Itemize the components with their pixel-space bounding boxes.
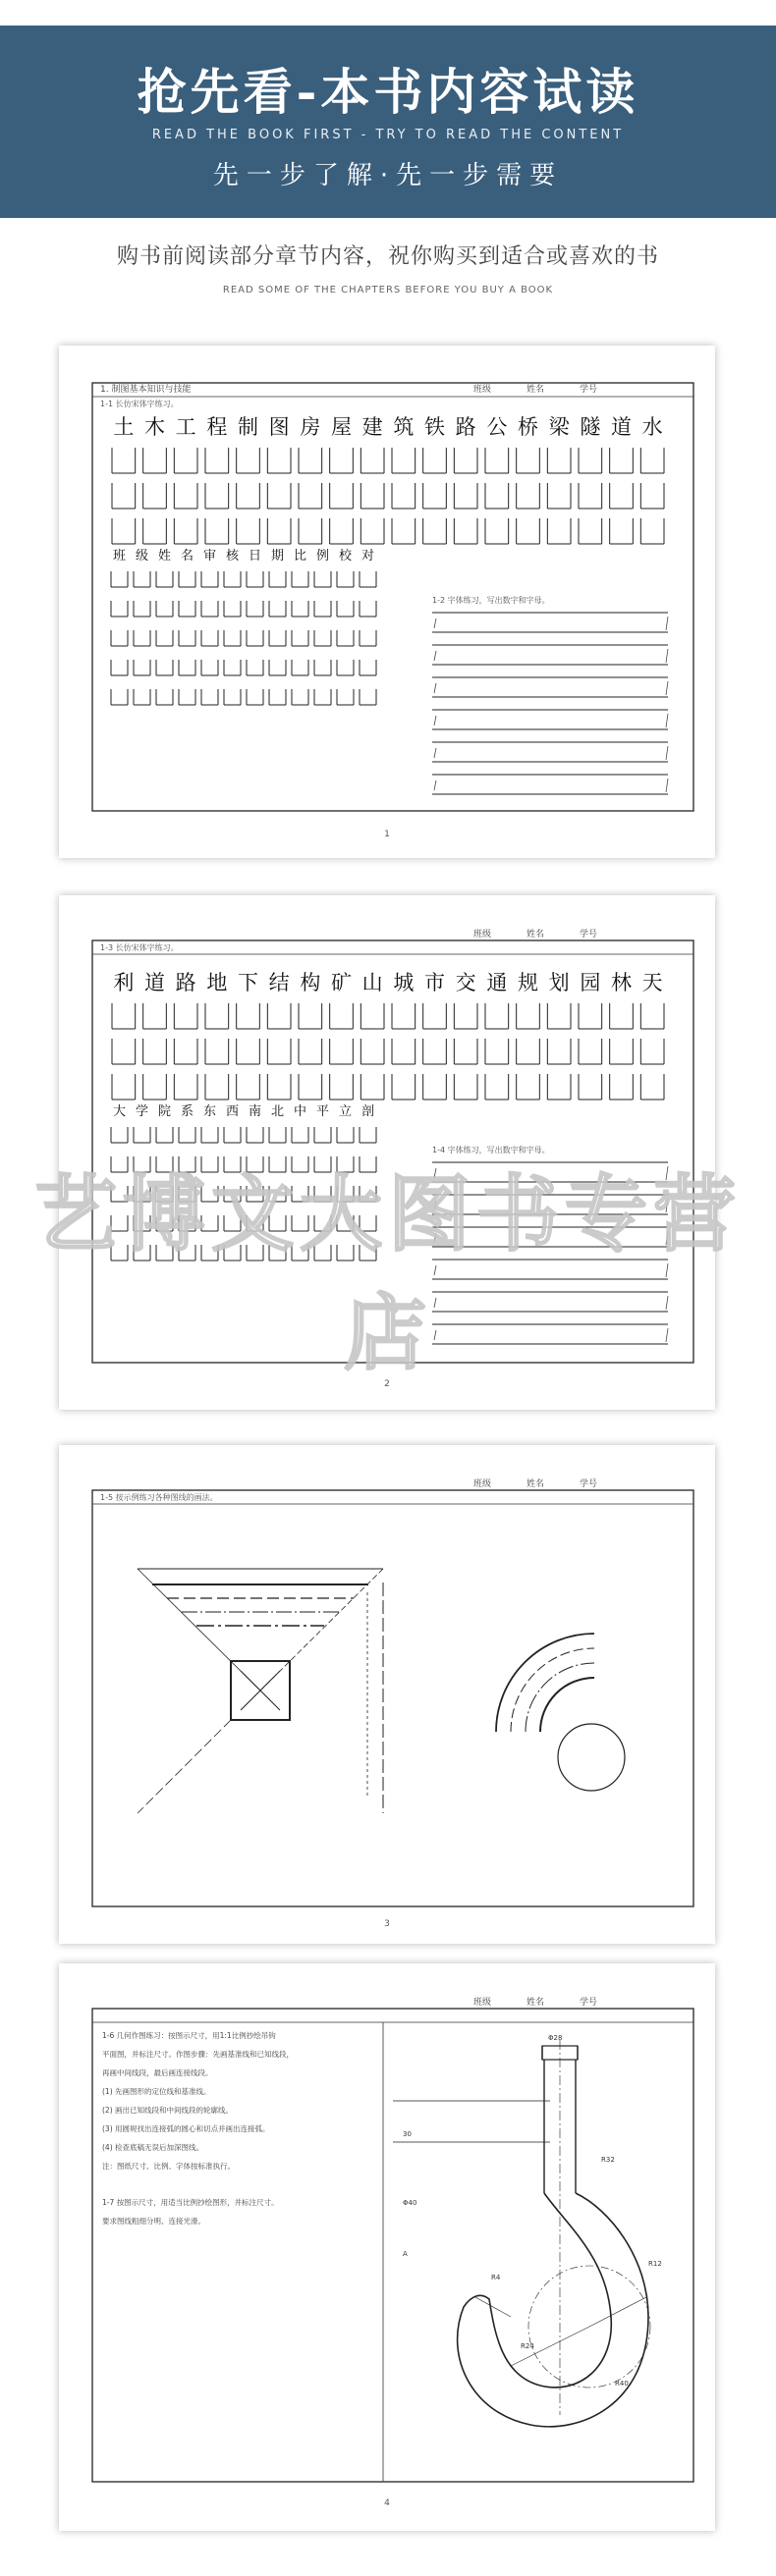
character-glyph-small: 姓 bbox=[157, 549, 172, 564]
character-glyph-small: 南 bbox=[248, 1104, 262, 1119]
character-glyph-small: 平 bbox=[315, 1104, 330, 1119]
page-2-practice-grid bbox=[112, 1003, 664, 1100]
character-glyph: 路 bbox=[455, 415, 476, 439]
page-1-field-class: 班级 bbox=[473, 385, 492, 395]
page-3-number: 3 bbox=[384, 1919, 390, 1929]
slant-guide bbox=[666, 1199, 668, 1212]
slant-guide bbox=[434, 618, 436, 628]
page-3-caption: 1-5 按示例练习各种图线的画法。 bbox=[100, 1493, 218, 1502]
dimension-label: R40 bbox=[615, 2380, 629, 2388]
page-4-field-class: 班级 bbox=[473, 1998, 492, 2008]
character-glyph-small: 剖 bbox=[360, 1104, 375, 1119]
character-glyph: 下 bbox=[238, 971, 258, 994]
page-1-number: 1 bbox=[384, 830, 390, 839]
character-glyph: 建 bbox=[361, 415, 383, 439]
page-2-field-class: 班级 bbox=[473, 930, 492, 939]
page-2-caption: 1-3 长仿宋体字练习。 bbox=[100, 943, 179, 952]
slant-guide bbox=[666, 1166, 668, 1180]
dimension-label: A bbox=[403, 2250, 408, 2258]
page-3-drawing bbox=[59, 1445, 715, 1944]
instruction-line: (3) 用圆规找出连接弧的圆心和切点并画出连接弧。 bbox=[102, 2124, 270, 2133]
character-glyph: 梁 bbox=[548, 415, 570, 439]
character-glyph: 城 bbox=[393, 971, 415, 994]
slant-guide bbox=[434, 1330, 436, 1340]
header-banner bbox=[0, 26, 776, 218]
character-glyph: 工 bbox=[175, 415, 196, 439]
page-3-field-id: 学号 bbox=[580, 1479, 598, 1489]
character-glyph: 土 bbox=[113, 415, 135, 439]
page-3-field-class: 班级 bbox=[473, 1479, 492, 1489]
page-2-writing-lines bbox=[432, 1162, 668, 1344]
banner-subtitle: READ THE BOOK FIRST - TRY TO READ THE CONTENT bbox=[151, 128, 625, 142]
page-1-drawing bbox=[59, 346, 715, 858]
dimension-label: Φ28 bbox=[548, 2034, 563, 2042]
character-glyph-small: 学 bbox=[135, 1104, 149, 1119]
character-glyph-small: 名 bbox=[180, 549, 194, 564]
character-glyph: 桥 bbox=[518, 415, 538, 439]
character-glyph: 市 bbox=[424, 971, 445, 994]
page-1-caption: 1-1 长仿宋体字练习。 bbox=[100, 400, 179, 408]
sample-page-3 bbox=[59, 1445, 715, 1944]
slant-guide bbox=[434, 683, 436, 693]
page-3-field-name: 姓名 bbox=[527, 1479, 545, 1489]
character-glyph-small: 对 bbox=[360, 549, 375, 564]
character-glyph-small: 系 bbox=[180, 1104, 194, 1119]
character-glyph-small: 例 bbox=[315, 549, 330, 564]
instruction-line: (2) 画出已知线段和中间线段的轮廓线。 bbox=[102, 2106, 234, 2115]
dimension-label: R24 bbox=[521, 2342, 534, 2350]
slant-guide bbox=[434, 716, 436, 725]
instruction-line: 要求图线粗细分明、连接光滑。 bbox=[102, 2217, 205, 2226]
character-glyph: 交 bbox=[455, 971, 476, 994]
slant-guide bbox=[666, 746, 668, 760]
page-2-field-id: 学号 bbox=[580, 930, 598, 939]
character-glyph-small: 西 bbox=[225, 1104, 240, 1119]
page-4-number: 4 bbox=[384, 2498, 390, 2508]
slant-guide bbox=[666, 681, 668, 695]
slant-guide bbox=[434, 780, 436, 790]
page-2-big-chars bbox=[113, 971, 662, 994]
character-glyph: 道 bbox=[144, 971, 165, 994]
character-glyph: 园 bbox=[580, 971, 601, 994]
character-glyph: 水 bbox=[641, 415, 663, 439]
crane-hook-drawing bbox=[393, 2040, 650, 2427]
page-1-chapter: 1. 制图基本知识与技能 bbox=[100, 385, 192, 395]
character-glyph: 图 bbox=[268, 415, 290, 439]
character-glyph: 房 bbox=[300, 415, 321, 439]
shop-watermark: 艺博文大图书专营店 bbox=[33, 1165, 742, 1381]
character-glyph-small: 北 bbox=[270, 1104, 285, 1119]
slant-guide bbox=[434, 748, 436, 758]
dimension-label: R4 bbox=[491, 2274, 501, 2281]
slant-guide bbox=[434, 1168, 436, 1178]
character-glyph: 结 bbox=[268, 971, 290, 994]
slant-guide bbox=[434, 1298, 436, 1308]
page-1-big-chars bbox=[113, 415, 662, 439]
character-glyph-small: 审 bbox=[202, 549, 217, 564]
character-glyph: 屋 bbox=[331, 415, 352, 439]
line-type-exercise bbox=[138, 1569, 625, 1813]
intro-text-english: READ SOME OF THE CHAPTERS BEFORE YOU BUY A BOOK bbox=[222, 285, 554, 295]
page-4-drawing bbox=[59, 1963, 715, 2531]
character-glyph-small: 院 bbox=[157, 1104, 172, 1119]
page-2-number: 2 bbox=[384, 1379, 390, 1389]
character-glyph-small: 比 bbox=[293, 549, 307, 564]
character-glyph-small: 期 bbox=[270, 549, 285, 564]
page-1-practice-grid-small bbox=[111, 548, 376, 705]
character-glyph-small: 班 bbox=[112, 549, 127, 564]
character-glyph-small: 日 bbox=[248, 549, 262, 564]
character-glyph: 木 bbox=[144, 415, 165, 439]
character-glyph-small: 校 bbox=[338, 549, 353, 564]
page-1-field-id: 学号 bbox=[580, 385, 598, 395]
page-4-instructions bbox=[102, 2030, 294, 2226]
character-glyph-small: 东 bbox=[202, 1104, 217, 1119]
slant-guide bbox=[666, 649, 668, 663]
character-glyph: 隧 bbox=[580, 415, 601, 439]
page-1-practice-grid bbox=[112, 448, 664, 544]
sample-page-2 bbox=[59, 895, 715, 1410]
slant-guide bbox=[434, 1233, 436, 1243]
instruction-line: (1) 先画图形的定位线和基准线。 bbox=[102, 2087, 211, 2096]
character-glyph: 路 bbox=[175, 971, 196, 994]
instruction-line: 再画中间线段，最后画连接线段。 bbox=[102, 2068, 213, 2077]
slant-guide bbox=[666, 778, 668, 792]
character-glyph-small: 立 bbox=[338, 1104, 353, 1119]
character-glyph: 构 bbox=[300, 971, 321, 994]
page-2-field-name: 姓名 bbox=[527, 930, 545, 939]
character-glyph: 矿 bbox=[331, 971, 352, 994]
character-glyph: 铁 bbox=[424, 415, 445, 439]
character-glyph-small: 大 bbox=[112, 1104, 127, 1119]
dimension-label: R32 bbox=[601, 2156, 615, 2164]
character-glyph: 地 bbox=[206, 971, 228, 994]
character-glyph-small: 级 bbox=[135, 549, 149, 564]
page-1-exercise-caption: 1-2 字体练习，写出数字和字母。 bbox=[432, 596, 550, 605]
character-glyph: 通 bbox=[486, 971, 508, 994]
character-glyph-small: 中 bbox=[293, 1104, 307, 1119]
character-glyph: 规 bbox=[518, 971, 538, 994]
page-1-writing-lines bbox=[432, 613, 668, 794]
slant-guide bbox=[666, 617, 668, 630]
character-glyph-small: 核 bbox=[225, 549, 240, 564]
page-2-exercise-caption: 1-4 字体练习，写出数字和字母。 bbox=[432, 1146, 550, 1154]
character-glyph: 程 bbox=[206, 415, 228, 439]
hook-dimension-labels bbox=[403, 2034, 662, 2388]
instruction-line: 注：图纸尺寸、比例、字体按标准执行。 bbox=[102, 2162, 235, 2171]
page-2-drawing bbox=[59, 895, 715, 1410]
banner-title: 抢先看-本书内容试读 bbox=[137, 63, 639, 121]
page-4-field-id: 学号 bbox=[580, 1998, 598, 2008]
character-glyph: 利 bbox=[113, 971, 135, 994]
page-4-field-name: 姓名 bbox=[527, 1998, 545, 2008]
character-glyph: 天 bbox=[641, 971, 663, 994]
slant-guide bbox=[666, 1263, 668, 1277]
sample-page-1 bbox=[59, 346, 715, 858]
slant-guide bbox=[666, 1231, 668, 1245]
slant-guide bbox=[666, 1296, 668, 1310]
slant-guide bbox=[434, 1265, 436, 1275]
slant-guide bbox=[434, 1201, 436, 1210]
slant-guide bbox=[666, 714, 668, 727]
character-glyph: 林 bbox=[611, 971, 632, 994]
instruction-line: 1-6 几何作图练习：按图示尺寸，用1:1比例抄绘吊钩 bbox=[102, 2031, 276, 2040]
dimension-label: Φ40 bbox=[403, 2199, 417, 2207]
dimension-label: 30 bbox=[403, 2130, 412, 2138]
instruction-line: (4) 检查底稿无误后加深图线。 bbox=[102, 2143, 204, 2152]
slant-guide bbox=[434, 651, 436, 661]
character-glyph: 制 bbox=[238, 415, 258, 439]
dimension-label: R12 bbox=[648, 2260, 662, 2268]
banner-slogan: 先一步了解·先一步需要 bbox=[212, 161, 564, 190]
sample-page-4 bbox=[59, 1963, 715, 2531]
character-glyph: 公 bbox=[486, 415, 508, 439]
page-2-practice-grid-small bbox=[111, 1103, 376, 1261]
page-1-field-name: 姓名 bbox=[527, 385, 545, 395]
character-glyph: 道 bbox=[611, 415, 632, 439]
character-glyph: 山 bbox=[361, 971, 383, 994]
instruction-line: 平面图，并标注尺寸。作图步骤：先画基准线和已知线段， bbox=[102, 2050, 294, 2059]
character-glyph: 划 bbox=[548, 971, 570, 994]
slant-guide bbox=[666, 1328, 668, 1342]
instruction-line: 1-7 按图示尺寸，用适当比例抄绘图形，并标注尺寸。 bbox=[102, 2198, 279, 2207]
character-glyph: 筑 bbox=[393, 415, 415, 439]
intro-text: 购书前阅读部分章节内容，祝你购买到适合或喜欢的书 bbox=[116, 244, 659, 269]
